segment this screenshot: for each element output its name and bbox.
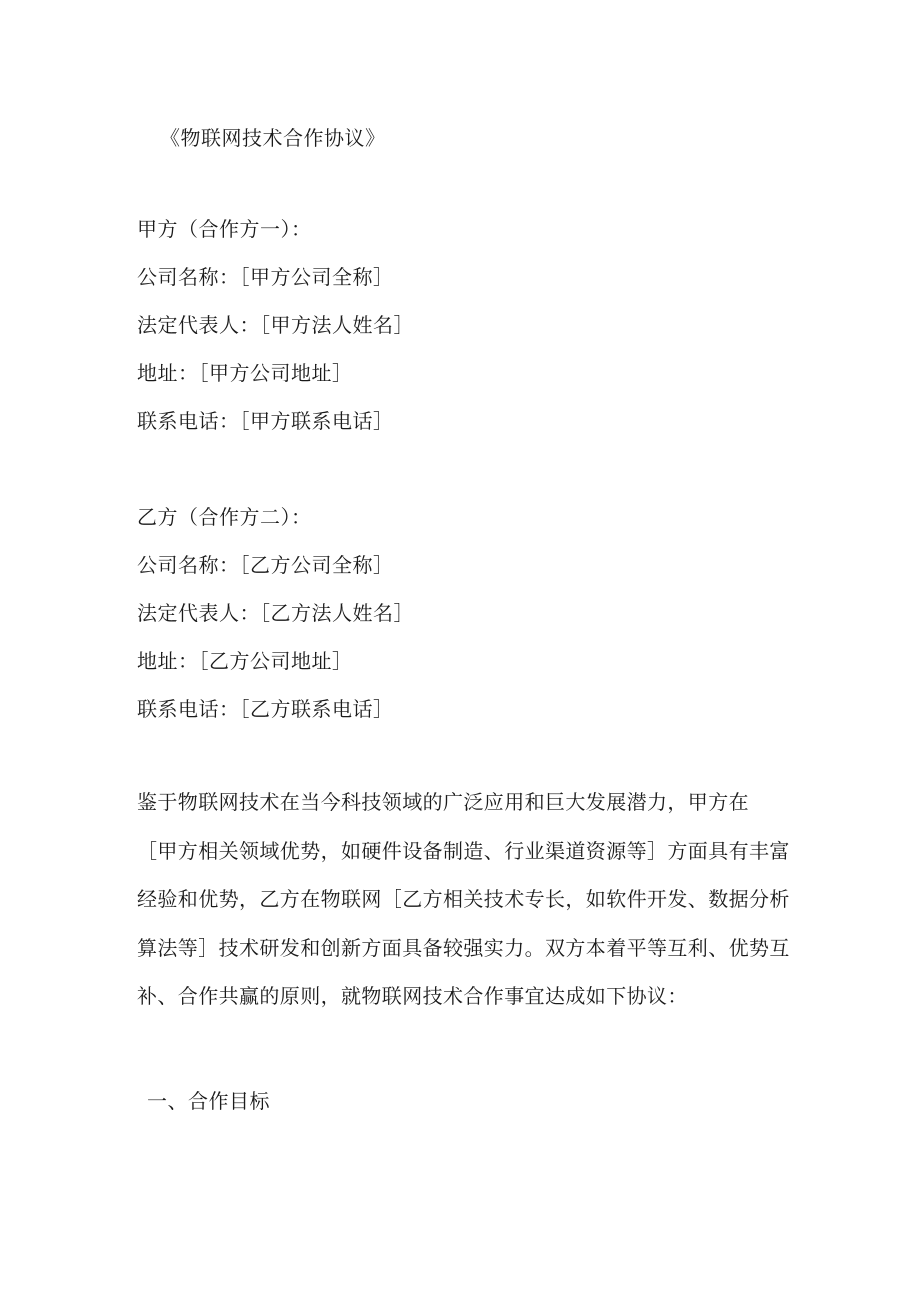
party-b-block [137,502,414,742]
party-a-address: 地址：［甲方公司地址］ [137,361,353,385]
section-heading-1: 一、合作目标 [147,1089,270,1113]
preamble-line: 鉴于物联网技术在当今科技领域的广泛应用和巨大发展潜力，甲方在 [137,790,749,814]
preamble-line: 补、合作共赢的原则，就物联网技术合作事宜达成如下协议： [137,984,688,1008]
party-a-legal-rep: 法定代表人：［甲方法人姓名］ [137,313,414,337]
party-b-phone: 联系电话：［乙方联系电话］ [137,697,394,721]
document-title: 《物联网技术合作协议》 [160,126,386,150]
party-b-address: 地址：［乙方公司地址］ [137,649,353,673]
preamble-line: 经验和优势，乙方在物联网［乙方相关技术专长，如软件开发、数据分析 [137,887,790,911]
party-a-block [137,214,414,454]
preamble-paragraph [137,787,797,1030]
party-b-company-name: 公司名称：［乙方公司全称］ [137,553,394,577]
party-a-phone: 联系电话：［甲方联系电话］ [137,409,394,433]
party-a-company-name: 公司名称：［甲方公司全称］ [137,265,394,289]
party-a-heading: 甲方（合作方一）： [137,217,312,241]
party-b-heading: 乙方（合作方二）： [137,505,312,529]
preamble-line: ［甲方相关领域优势，如硬件设备制造、行业渠道资源等］方面具有丰富 [137,838,790,863]
party-b-legal-rep: 法定代表人：［乙方法人姓名］ [137,601,414,625]
preamble-line: 算法等］技术研发和创新方面具备较强实力。双方本着平等互利、优势互 [137,935,790,960]
